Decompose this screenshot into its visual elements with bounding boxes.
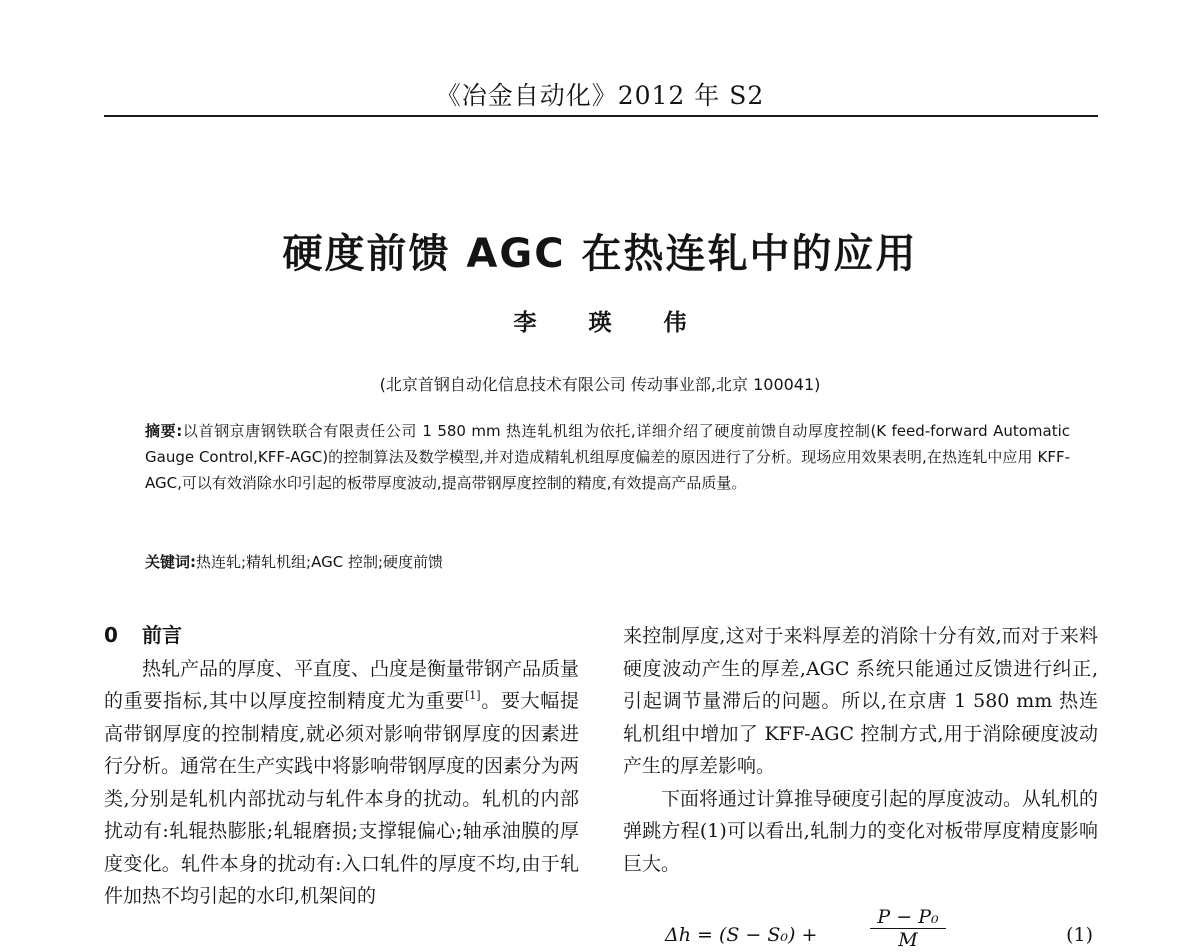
- journal-header: 《冶金自动化》2012 年 S2: [435, 81, 765, 110]
- left-para-text-1: 热轧产品的厚度、平直度、凸度是衡量带钢产品质量的重要指标,其中以厚度控制精度尤为重要: [104, 657, 580, 712]
- equation-1: [665, 906, 1095, 952]
- abstract-text: 以首钢京唐钢铁联合有限责任公司 1 580 mm 热连轧机组为依托,详细介绍了硬度前馈自动厚度控制(K feed-forward Automatic Gauge Control,KFF-AGC)的控制算法及数学模型,并对造成精轧机组厚度偏差的原因进行了分析。现场应用效果表明,在热连轧中应用 KFF-AGC,可以有效消除水印引起的板带厚度波动,提高带钢厚度控制的精度,有效提高产品质量。: [145, 422, 1071, 492]
- affiliation: (北京首钢自动化信息技术有限公司 传动事业部,北京 100041): [379, 375, 821, 394]
- header-rule: [104, 115, 1098, 117]
- left-paragraph: [104, 653, 579, 913]
- abstract: [145, 418, 1070, 496]
- equation-fraction: [870, 906, 946, 951]
- section-number: 0: [104, 623, 118, 647]
- section-title: 前言: [142, 623, 182, 647]
- right-column: [623, 620, 1098, 880]
- keywords-text: 热连轧;精轧机组;AGC 控制;硬度前馈: [196, 553, 444, 571]
- left-column: [104, 620, 579, 913]
- citation: [1]: [464, 689, 481, 702]
- paper-title: 硬度前馈 AGC 在热连轧中的应用: [282, 231, 918, 277]
- right-paragraph-2: 下面将通过计算推导硬度引起的厚度波动。从轧机的弹跳方程(1)可以看出,轧制力的变化对板带厚度精度影响巨大。: [623, 787, 1099, 875]
- keywords-label: 关键词:: [145, 553, 196, 571]
- section-heading: [104, 620, 579, 653]
- equation-lhs: Δh = (S − S₀) +: [665, 924, 818, 946]
- keywords: [145, 549, 1070, 575]
- equation-denominator: M: [898, 929, 918, 951]
- abstract-label: 摘要:: [145, 422, 183, 440]
- left-para-text-2: 。要大幅提高带钢厚度的控制精度,就必须对影响带钢厚度的因素进行分析。通常在生产实践中将影响带钢厚度的因素分为两类,分别是轧机内部扰动与轧件本身的扰动。轧机的内部扰动有:轧辊热膨胀;轧辊磨损;支撑辊偏心;轴承油膜的厚度变化。轧件本身的扰动有:入口轧件的厚度不均,由于轧件加热不均引起的水印,机架间的: [104, 690, 580, 907]
- equation-numerator: P − P₀: [870, 906, 946, 929]
- author: 李 瑛 伟: [513, 309, 709, 336]
- right-paragraph-1: 来控制厚度,这对于来料厚差的消除十分有效,而对于来料硬度波动产生的厚差,AGC 系统只能通过反馈进行纠正,引起调节量滞后的问题。所以,在京唐 1 580 mm 热连轧机组中增加了 KFF-AGC 控制方式,用于消除硬度波动产生的厚差影响。: [623, 625, 1098, 777]
- equation-number: (1): [1066, 924, 1093, 946]
